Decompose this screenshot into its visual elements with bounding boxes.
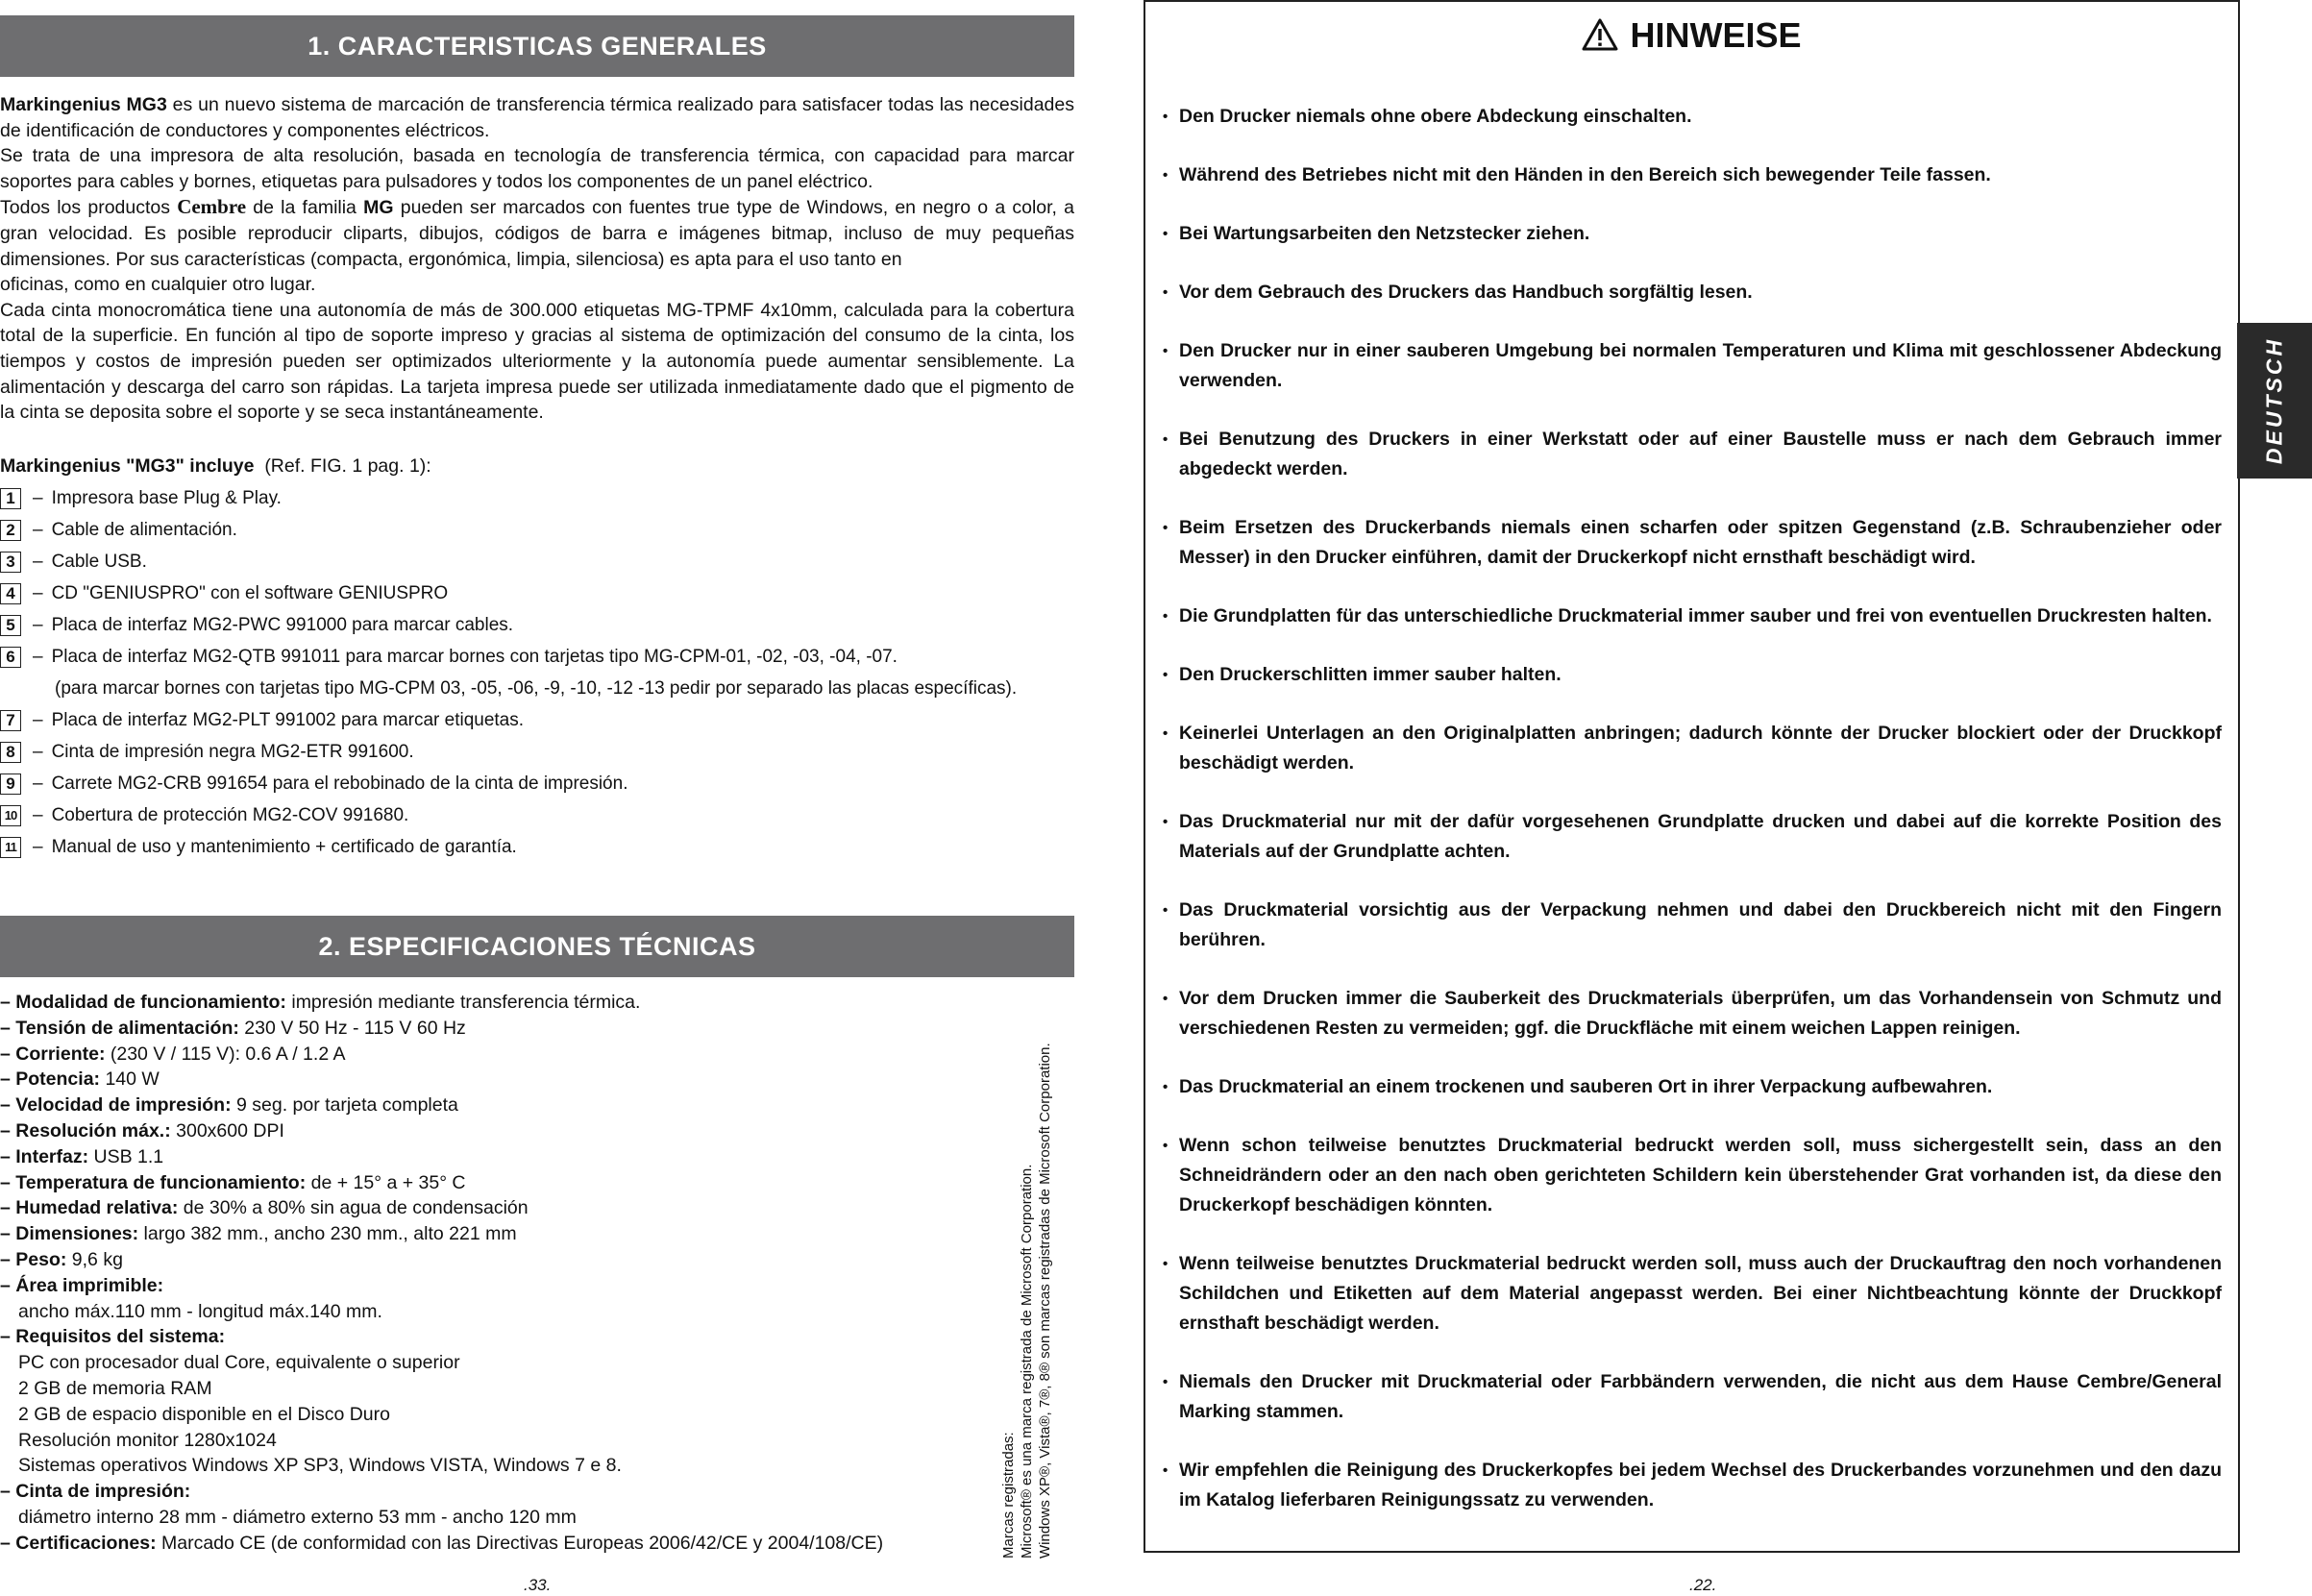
hinweis-item: • Während des Betriebes nicht mit den Händen in den Bereich sich bewegender Teile fassen. [1163, 160, 2222, 190]
intro-paragraph: oficinas, como en cualquier otro lugar. [0, 274, 316, 296]
spec-value: de + 15° a + 35° C [306, 1171, 466, 1193]
hinweis-item: • Die Grundplatten für das unterschiedliche Druckmaterial immer sauber und frei von eventuellen Druckresten halten. [1163, 602, 2222, 631]
spec-label: – Modalidad de funcionamiento: [0, 992, 286, 1013]
spec-row [0, 1324, 1028, 1350]
includes-item: 6 – Placa de interfaz MG2-QTB 991011 para marcar bornes con tarjetas tipo MG-CPM-01, -02, -03, -04, -07. [0, 641, 1074, 673]
hinweis-item: • Das Druckmaterial vorsichtig aus der Verpackung nehmen und dabei den Druckbereich nicht mit den Fingern berühren. [1163, 896, 2222, 955]
hinweis-item: • Wenn teilweise benutztes Druckmaterial bedruckt werden soll, muss auch der Druckauftrag den noch vorhandenen Schildchen und Etiketten auf dem Material angepasst werden. Bei einer Nichtbeachtung könnte der Druckkopf ernsthaft beschädigt werden. [1163, 1249, 2222, 1338]
includes-title: Markingenius "MG3" incluye (Ref. FIG. 1 pag. 1): [0, 455, 431, 477]
includes-list [0, 482, 1074, 863]
spec-label: – Interfaz: [0, 1145, 89, 1167]
hinweis-item: • Den Druckerschlitten immer sauber halten. [1163, 660, 2222, 690]
includes-item: 11 – Manual de uso y mantenimiento + certificado de garantía. [0, 831, 1074, 863]
intro-paragraph: Se trata de una impresora de alta resolución, basada en tecnología de transferencia térmica, con capacidad para marcar soportes para cables y bornes, etiquetas para pulsadores y todos los componentes de un panel eléctrico. [0, 145, 1074, 192]
section-header-general: 1. CARACTERISTICAS GENERALES [0, 15, 1074, 77]
spec-row [0, 1042, 1028, 1068]
hinweis-item: • Wir empfehlen die Reinigung des Druckerkopfes bei jedem Wechsel des Druckerbandes vorzunehmen und den dazu im Katalog lieferbaren Reinigungssatz zu verwenden. [1163, 1456, 2222, 1515]
spec-row [0, 1505, 1028, 1531]
spec-row [0, 1299, 1028, 1325]
item-number-box: 11 [0, 837, 21, 858]
includes-item: 1 – Impresora base Plug & Play. [0, 482, 1074, 514]
page-number-right: .22. [1689, 1576, 1717, 1594]
spec-row [0, 1479, 1028, 1505]
spec-label: – Peso: [0, 1248, 67, 1270]
spec-row [0, 990, 1028, 1016]
spec-row [0, 1144, 1028, 1170]
hinweis-item: • Wenn schon teilweise benutztes Druckmaterial bedruckt werden soll, muss sichergestellt sein, dass an den Schneidrändern oder an den nach oben gerichteten Schildern kein überstehender Grat vorhanden ist, da diese den Druckerkopf beschädigen könnten. [1163, 1131, 2222, 1220]
warning-triangle-icon [1582, 18, 1618, 51]
spec-label: – Tensión de alimentación: [0, 1017, 239, 1039]
spec-label: – Dimensiones: [0, 1223, 139, 1245]
spec-row [0, 1376, 1028, 1402]
spec-value: de 30% a 80% sin agua de condensación [178, 1197, 529, 1219]
specs-list [0, 990, 1028, 1557]
includes-item: 10 – Cobertura de protección MG2-COV 991680. [0, 799, 1074, 831]
intro-paragraph: Todos los productos Cembre de la familia MG pueden ser marcados con fuentes true type de Windows, en negro o a color, a gran velocidad. Es posible reproducir cliparts, dibujos, códigos de barra e imágenes bitmap, incluso de muy pequeñas dimensiones. Por sus características (compacta, ergonómica, limpia, silenciosa) es apta para el uso tanto en [0, 195, 1074, 270]
hinweis-item: • Bei Benutzung des Druckers in einer Werkstatt oder auf einer Baustelle muss er nach dem Gebrauch immer abgedeckt werden. [1163, 425, 2222, 484]
product-name: Markingenius MG3 [0, 94, 167, 115]
spec-label: – Cinta de impresión: [0, 1481, 191, 1503]
includes-item-text: (para marcar bornes con tarjetas tipo MG-CPM 03, -05, -06, -9, -10, -12 -13 pedir por separado las placas específicas). [55, 678, 1018, 699]
section-header-specs: 2. ESPECIFICACIONES TÉCNICAS [0, 916, 1074, 977]
spec-value: PC con procesador dual Core, equivalente o superior [18, 1352, 460, 1374]
hinweis-item: • Den Drucker nur in einer sauberen Umgebung bei normalen Temperaturen und Klima mit geschlossener Abdeckung verwenden. [1163, 336, 2222, 396]
brand-cembre: Cembre [177, 195, 247, 219]
spec-value: diámetro interno 28 mm - diámetro externo 53 mm - ancho 120 mm [18, 1506, 577, 1528]
spec-row [0, 1531, 1028, 1557]
item-number-box: 7 [0, 710, 21, 731]
includes-item: 5 – Placa de interfaz MG2-PWC 991000 para marcar cables. [0, 609, 1074, 641]
spec-row [0, 1428, 1028, 1454]
spec-row [0, 1273, 1028, 1299]
spec-row [0, 1067, 1028, 1093]
includes-item-text: Placa de interfaz MG2-QTB 991011 para marcar bornes con tarjetas tipo MG-CPM-01, -02, -03, -04, -07. [51, 647, 898, 667]
spec-row [0, 1402, 1028, 1428]
includes-item: 7 – Placa de interfaz MG2-PLT 991002 para marcar etiquetas. [0, 704, 1074, 736]
item-number-box: 4 [0, 583, 21, 604]
trademark-line: Windows XP®, Vista®, 7®, 8® son marcas registradas de Microsoft Corporation. [1037, 1043, 1053, 1559]
spec-row [0, 1247, 1028, 1273]
hinweis-item: • Keinerlei Unterlagen an den Originalplatten anbringen; dadurch könnte der Drucker blockiert oder der Druckkopf beschädigt werden. [1163, 719, 2222, 778]
trademark-line: Microsoft® es una marca registrada de Microsoft Corporation. [1019, 1164, 1035, 1559]
spec-label: – Certificaciones: [0, 1532, 157, 1554]
hinweis-item: • Beim Ersetzen des Druckerbands niemals einen scharfen oder spitzen Gegenstand (z.B. Schraubenzieher oder Messer) in den Drucker einführen, damit der Druckerkopf nicht ernsthaft beschädigt wird. [1163, 513, 2222, 573]
spec-row [0, 1350, 1028, 1376]
includes-item: 3 – Cable USB. [0, 546, 1074, 577]
includes-item-text: Impresora base Plug & Play. [51, 488, 282, 508]
trademark-line: Marcas registradas: [1000, 1432, 1017, 1559]
item-number-box: 9 [0, 773, 21, 795]
trademark-note [999, 1043, 1054, 1559]
spec-value: USB 1.1 [88, 1145, 164, 1167]
spec-value: 2 GB de memoria RAM [18, 1377, 212, 1399]
page-number-left: .33. [524, 1576, 552, 1594]
item-number-box: 10 [0, 805, 21, 826]
left-page [0, 0, 1074, 1596]
includes-item-text: Placa de interfaz MG2-PWC 991000 para marcar cables. [51, 615, 514, 635]
spec-value: 2 GB de espacio disponible en el Disco Duro [18, 1403, 390, 1425]
spec-row [0, 1170, 1028, 1196]
hinweis-item: • Den Drucker niemals ohne obere Abdeckung einschalten. [1163, 102, 2222, 132]
spec-value: 9 seg. por tarjeta completa [231, 1094, 458, 1117]
item-number-box: 1 [0, 488, 21, 509]
intro-paragraph: Cada cinta monocromática tiene una autonomía de más de 300.000 etiquetas MG-TPMF 4x10mm, calculada para la cobertura total de la superficie. En función al tipo de soporte impreso y gracias al sistema de optimización del consumo de la cinta, los tiempos y costos de impresión pueden ser optimizados ulteriormente y la autonomía puede aumentar sensiblemente. La alimentación y descarga del carro son rápidas. La tarjeta impresa puede ser utilizada inmediatamente dado que el pigmento de la cinta se deposita sobre el soporte y se seca instantáneamente. [0, 299, 1074, 424]
includes-item-text: Placa de interfaz MG2-PLT 991002 para marcar etiquetas. [51, 710, 525, 730]
language-tab: DEUTSCH [2237, 323, 2312, 479]
spec-label: – Corriente: [0, 1043, 106, 1065]
spec-label: – Humedad relativa: [0, 1197, 179, 1219]
item-number-box: 2 [0, 520, 21, 541]
intro-paragraph: Markingenius MG3 es un nuevo sistema de marcación de transferencia térmica realizado para satisfacer todas las necesidades de identificación de conductores y componentes eléctricos. [0, 94, 1074, 141]
spec-row [0, 1016, 1028, 1042]
spec-row [0, 1221, 1028, 1247]
spec-value: impresión mediante transferencia térmica. [285, 992, 641, 1013]
spec-label: – Requisitos del sistema: [0, 1326, 226, 1348]
spec-row [0, 1453, 1028, 1479]
item-number-box: 8 [0, 742, 21, 763]
hinweise-box [1144, 0, 2240, 1553]
includes-item: 9 – Carrete MG2-CRB 991654 para el rebobinado de la cinta de impresión. [0, 768, 1074, 799]
spec-label: – Resolución máx.: [0, 1119, 171, 1142]
notes-list [1163, 102, 2222, 1515]
includes-item: 4 – CD "GENIUSPRO" con el software GENIUSPRO [0, 577, 1074, 609]
hinweis-item: • Das Druckmaterial nur mit der dafür vorgesehenen Grundplatte drucken und dabei auf die korrekte Position des Materials auf der Grundplatte achten. [1163, 807, 2222, 867]
spec-label: – Velocidad de impresión: [0, 1094, 232, 1117]
spec-label: – Temperatura de funcionamiento: [0, 1171, 307, 1193]
includes-item-text: Cable USB. [51, 552, 147, 572]
spec-value: (230 V / 115 V): 0.6 A / 1.2 A [105, 1043, 346, 1065]
spec-label: – Potencia: [0, 1068, 101, 1091]
intro-text [0, 92, 1074, 426]
spec-value: 140 W [100, 1068, 160, 1091]
spec-value: largo 382 mm., ancho 230 mm., alto 221 mm [138, 1223, 517, 1245]
includes-item: 2 – Cable de alimentación. [0, 514, 1074, 546]
includes-item [0, 673, 1074, 704]
spec-value: Resolución monitor 1280x1024 [18, 1429, 277, 1451]
includes-item-text: Cinta de impresión negra MG2-ETR 991600. [51, 742, 414, 762]
includes-item-text: Cable de alimentación. [51, 520, 237, 540]
item-number-box: 3 [0, 552, 21, 573]
spec-value: 9,6 kg [66, 1248, 123, 1270]
spec-value: Sistemas operativos Windows XP SP3, Windows VISTA, Windows 7 e 8. [18, 1455, 622, 1477]
spec-value: 230 V 50 Hz - 115 V 60 Hz [238, 1017, 466, 1039]
item-number-box: 6 [0, 647, 21, 668]
includes-item-text: Cobertura de protección MG2-COV 991680. [51, 805, 409, 825]
includes-item-text: Manual de uso y mantenimiento + certificado de garantía. [51, 837, 517, 857]
hinweis-item: • Das Druckmaterial an einem trockenen und sauberen Ort in ihrer Verpackung aufbewahren. [1163, 1072, 2222, 1102]
spec-value: Marcado CE (de conformidad con las Directivas Europeas 2006/42/CE y 2004/108/CE) [156, 1532, 884, 1554]
hinweis-item: • Niemals den Drucker mit Druckmaterial oder Farbbändern verwenden, die nicht aus dem Hause Cembre/General Marking stammen. [1163, 1367, 2222, 1427]
spec-label: – Área imprimible: [0, 1274, 164, 1296]
includes-item: 8 – Cinta de impresión negra MG2-ETR 991600. [0, 736, 1074, 768]
hinweise-title: HINWEISE [1145, 15, 2238, 56]
spec-value: ancho máx.110 mm - longitud máx.140 mm. [18, 1300, 382, 1322]
spec-row [0, 1118, 1028, 1144]
includes-item-text: Carrete MG2-CRB 991654 para el rebobinado de la cinta de impresión. [51, 773, 628, 794]
hinweis-item: • Bei Wartungsarbeiten den Netzstecker ziehen. [1163, 219, 2222, 249]
hinweis-item: • Vor dem Drucken immer die Sauberkeit des Druckmaterials überprüfen, um das Vorhandensein von Schmutz und verschiedenen Resten zu vermeiden; ggf. die Druckfläche mit einem weichen Lappen reinigen. [1163, 984, 2222, 1044]
includes-item-text: CD "GENIUSPRO" con el software GENIUSPRO [51, 583, 449, 603]
hinweis-item: • Vor dem Gebrauch des Druckers das Handbuch sorgfältig lesen. [1163, 278, 2222, 307]
item-number-box: 5 [0, 615, 21, 636]
spec-value: 300x600 DPI [170, 1119, 284, 1142]
spec-row [0, 1093, 1028, 1118]
spec-row [0, 1195, 1028, 1221]
